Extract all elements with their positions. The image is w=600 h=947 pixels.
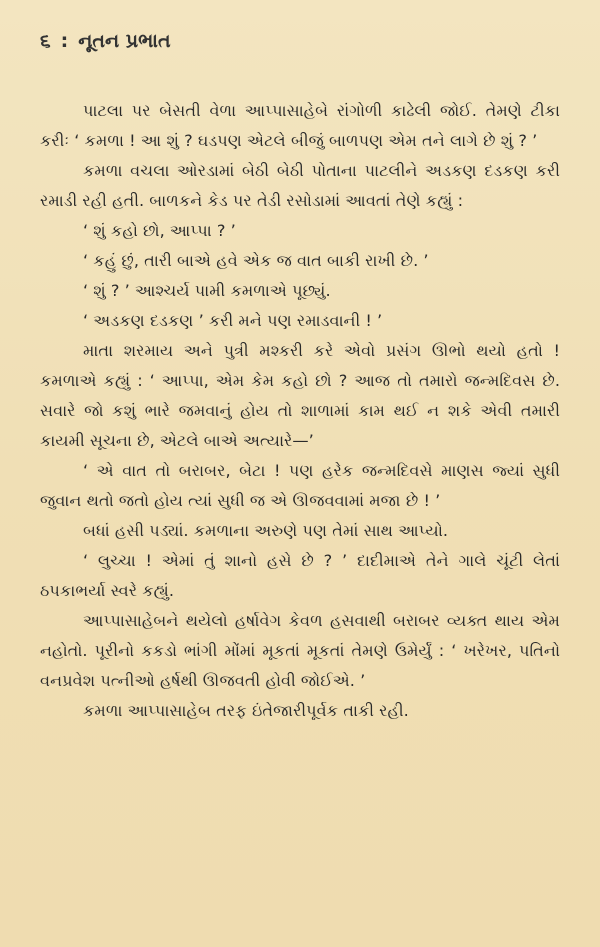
dialogue-line: ‘ શું કહો છો, આપ્પા ? ’ [83, 221, 236, 240]
paragraph: કમળા આપ્પાસાહેબ તરફ ઇંતેજારીપૂર્વક તાકી રહી. [83, 701, 409, 720]
paragraph: બધાં હસી પડ્યાં. કમળાના અરુણે પણ તેમાં સાથ આપ્યો. [83, 521, 449, 540]
paragraph: આપ્પાસાહેબને થયેલો હર્ષાવેગ કેવળ હસવાથી બરાબર વ્યક્ત થાય એમ નહોતો. પૂરીનો કકડો ભાંગી મોંમાં મૂકતાં મૂકતાં તેમણે ઉમેર્યું : ‘ ખરેખર, પતિનો વનપ્રવેશ પત્નીઓ હર્ષથી ઊજવતી હોવી જોઈએ. ’ [40, 611, 560, 690]
paragraph: ‘ એ વાત તો બરાબર, બેટા ! પણ હરેક જન્મદિવસે માણસ જ્યાં સુધી જુવાન થતો જતો હોય ત્યાં સુધી જ એ ઊજવવામાં મજા છે ! ’ [40, 461, 560, 510]
page-header [40, 30, 560, 52]
paragraph: માતા શરમાય અને પુત્રી મશ્કરી કરે એવો પ્રસંગ ઊભો થયો હતો ! કમળાએ કહ્યું : ‘ આપ્પા, એમ કેમ કહો છો ? આજ તો તમારો જન્મદિવસ છે. સવારે જો કશું ભારે જમવાનું હોય તો શાળામાં કામ થઈ ન શકે એવી તમારી કાયમી સૂચના છે, એટલે બાએ અત્યારે—’ [40, 341, 560, 450]
paragraph: ‘ લુચ્ચા ! એમાં તું શાનો હસે છે ? ’ દાદીમાએ તેને ગાલે ચૂંટી લેતાં ઠપકાભર્યા સ્વરે કહ્યું. [40, 551, 560, 600]
dialogue-line: ‘ શું ? ’ આશ્ચર્ય પામી કમળાએ પૂછ્યું. [83, 281, 331, 300]
dialogue-line: ‘ કહું છું, તારી બાએ હવે એક જ વાત બાકી રાખી છે. ’ [83, 251, 429, 270]
dialogue-line: ‘ અડકણ દડકણ ’ કરી મને પણ રમાડવાની ! ’ [83, 311, 383, 330]
chapter-title: નૂતન પ્રભાત [78, 30, 171, 52]
paragraph: પાટલા પર બેસતી વેળા આપ્પાસાહેબે રાંગોળી કાઢેલી જોઈ. તેમણે ટીકા કરીઃ ‘ કમળા ! આ શું ? ઘડપણ એટલે બીજું બાળપણ એમ તને લાગે છે શું ? ’ [40, 101, 560, 150]
paragraph: કમળા વચલા ઓરડામાં બેઠી બેઠી પોતાના પાટલીને અડકણ દડકણ કરી રમાડી રહી હતી. બાળકને કેડ પર તેડી રસોડામાં આવતાં તેણે કહ્યું : [40, 161, 560, 210]
page-number: ૬ [40, 30, 51, 52]
body-text [40, 96, 560, 726]
header-separator: : [60, 30, 69, 52]
